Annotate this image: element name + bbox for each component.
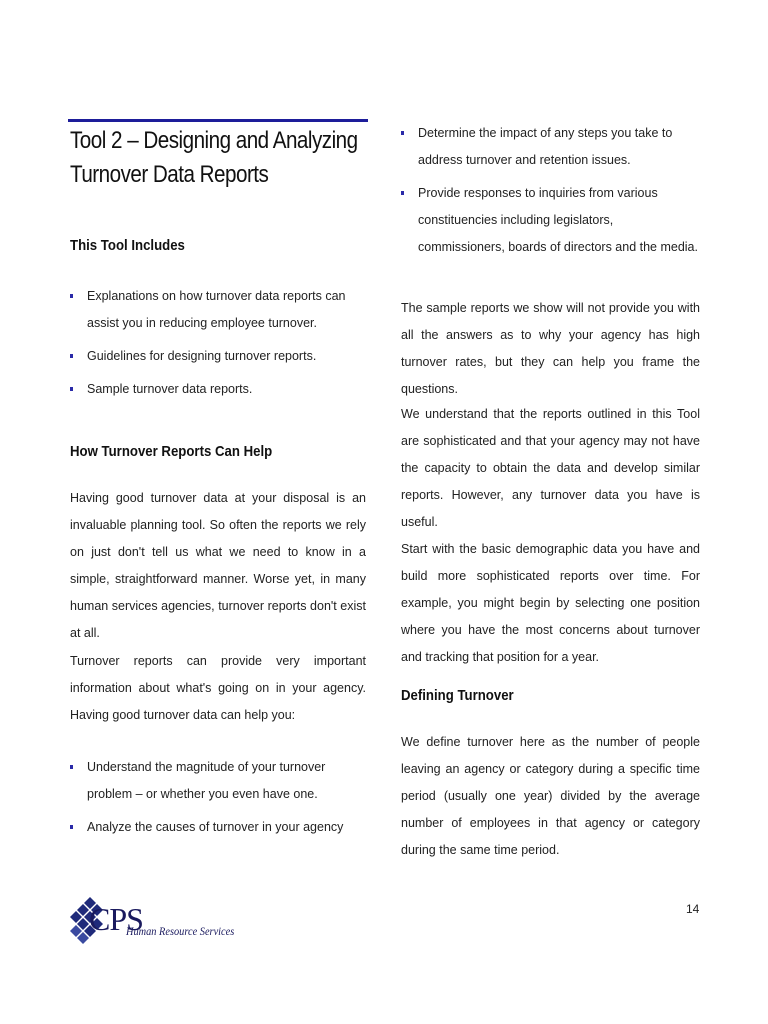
paragraph-sample-reports: The sample reports we show will not provide you with all the answers as to why your agency has high turnover rates, but they can help you frame the questions. [401,301,700,396]
list-item: Guidelines for designing turnover reports. [70,343,362,370]
bullet-icon [70,387,73,391]
list-item: Determine the impact of any steps you take to address turnover and retention issues. [401,120,700,174]
list-item: Provide responses to inquiries from various constituencies including legislators, commissioners, boards of directors and the media. [401,180,700,261]
paragraph-defining: We define turnover here as the number of people leaving an agency or category during a specific time period (usually one year) divided by the average number of employees in that agency or category during the same time period. [401,735,700,857]
list-item: Analyze the causes of turnover in your agency [70,814,362,841]
page-number: 14 [686,902,700,916]
list-item: Understand the magnitude of your turnover problem – or whether you even have one. [70,754,362,808]
help-list [70,754,362,847]
bullet-icon [401,131,404,135]
includes-heading: This Tool Includes [70,237,185,254]
list-item: Sample turnover data reports. [70,376,362,403]
title-rule [68,119,368,122]
paragraph-sophisticated: We understand that the reports outlined in this Tool are sophisticated and that your agency may not have the capacity to obtain the data and develop similar reports. However, any turnover data you have is useful. [401,407,700,529]
help-paragraph-2: Turnover reports can provide very important information about what's going on in your agency. Having good turnover data can help you: [70,654,366,722]
logo-text: CPS [89,901,143,937]
logo-subtext: Human Resource Services [126,926,235,938]
bullet-icon [70,354,73,358]
list-item: Explanations on how turnover data reports can assist you in reducing employee turnover. [70,283,362,337]
includes-list [70,283,362,409]
defining-heading: Defining Turnover [401,687,514,704]
bullet-icon [70,294,73,298]
page-title [70,124,362,192]
bullet-icon [401,191,404,195]
help-paragraph-1: Having good turnover data at your disposal is an invaluable planning tool. So often the reports we rely on just don't tell us what we need to know in a simple, straightforward manner. Worse yet, in many human services agencies, turnover reports don't exist at all. [70,491,366,640]
help-list-continued [401,120,700,267]
page-title-text: Tool 2 – Designing and Analyzing Turnover Data Reports [70,127,358,188]
paragraph-start-basic: Start with the basic demographic data you have and build more sophisticated reports over time. For example, you might begin by selecting one position where you have the most concerns about turnover and tracking that position for a year. [401,542,700,664]
help-heading: How Turnover Reports Can Help [70,443,273,460]
cps-logo [68,895,238,945]
bullet-icon [70,765,73,769]
bullet-icon [70,825,73,829]
